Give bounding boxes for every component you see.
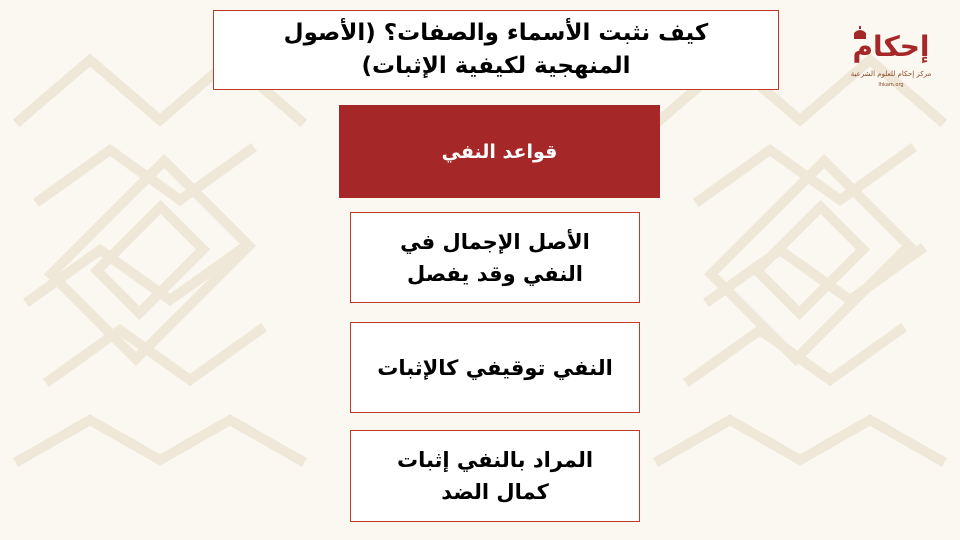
rule-box-2 [350,322,640,413]
rule-text-1: الأصل الإجمال في النفي وقد يفصل [400,229,590,286]
slide-title-box [213,10,779,90]
rule-text-3: المراد بالنفي إثبات كمال الضد [396,448,594,504]
slide-title: كيف نثبت الأسماء والصفات؟ (الأصول المنهجية لكيفية الإثبات) [283,20,709,79]
section-header-label: قواعد النفي [441,140,558,163]
logo-subtitle: مركز إحكام للعلوم الشرعية [850,70,932,78]
rule-text-2: النفي توقيفي كالإثبات [377,355,613,380]
ihkam-logo [846,18,936,98]
logo-url: Ihkam.org [878,82,904,88]
logo-name: إحكام [852,30,930,63]
rule-box-3 [350,430,640,522]
section-header [339,105,660,198]
rule-box-1 [350,212,640,303]
